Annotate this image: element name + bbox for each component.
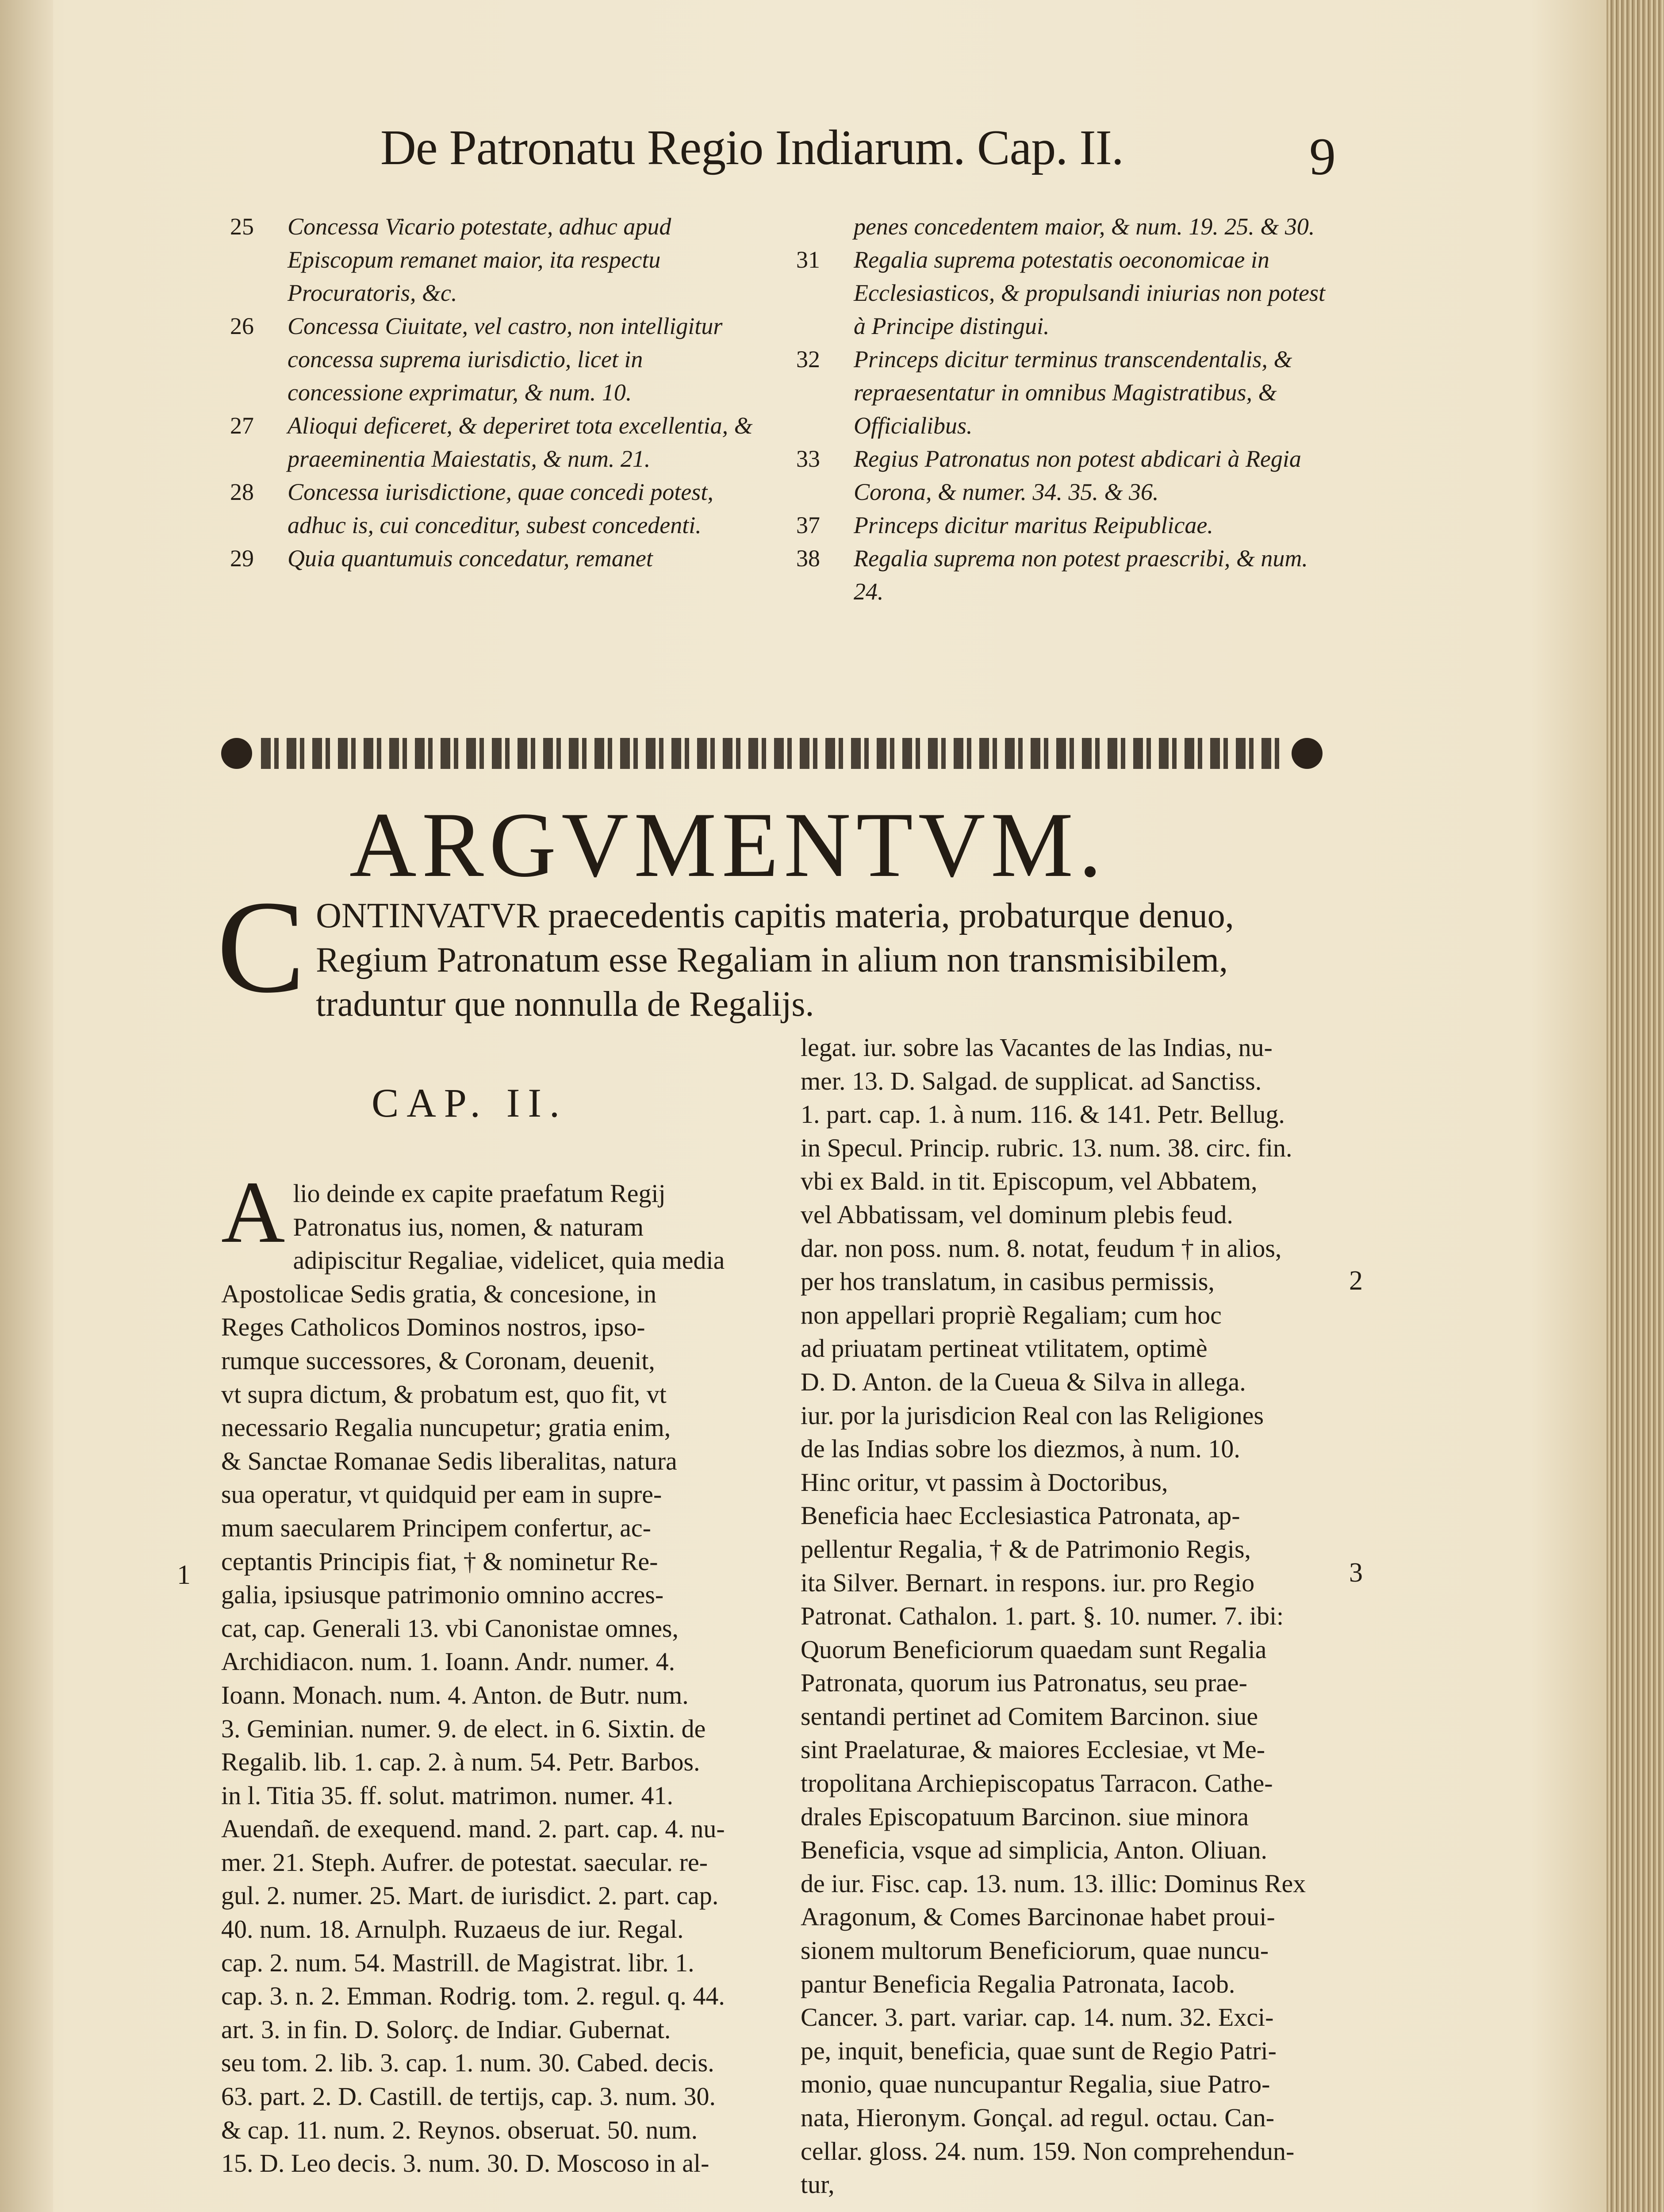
text-line: vt supra dictum, & probatum est, quo fit, vt (221, 1379, 667, 1409)
body-dropcap: A (221, 1164, 285, 1261)
argumentum-title: ARGVMENTVM. (349, 794, 1107, 896)
text-line: 1. part. cap. 1. à num. 116. & 141. Petr. Bellug. (801, 1100, 1285, 1129)
text-line: pellentur Regalia, † & de Patrimonio Regis, (801, 1534, 1251, 1563)
text-line: ita Silver. Bernart. in respons. iur. pro Regio (801, 1568, 1255, 1597)
text-line: pe, inquit, beneficia, quae sunt de Regio Patri- (801, 2036, 1277, 2065)
body-column-right (801, 1031, 1342, 2201)
text-line: Beneficia haec Ecclesiastica Patronata, ap- (801, 1501, 1240, 1530)
chapter-heading: CAP. II. (372, 1080, 568, 1125)
index-text: Regalia suprema potestatis oeconomicae in Ecclesiasticos, & propulsandi iniurias non potest à Principe distingui. (854, 246, 1325, 339)
text-line: vbi ex Bald. in tit. Episcopum, vel Abbatem, (801, 1167, 1258, 1196)
text-line: 15. D. Leo decis. 3. num. 30. D. Moscoso in al- (221, 2149, 709, 2178)
index-entry (230, 542, 761, 575)
index-text: Concessa Ciuitate, vel castro, non intelligitur concessa suprema iurisdictio, licet in concessione exprimatur, & num. 10. (288, 313, 723, 406)
index-text: Princeps dicitur maritus Reipublicae. (854, 512, 1213, 538)
index-text: Princeps dicitur terminus transcendentalis, & repraesentatur in omnibus Magistratibus, & Officialibus. (854, 346, 1292, 439)
text-line: D. D. Anton. de la Cueua & Silva in allega. (801, 1367, 1246, 1396)
index-text: penes concedentem maior, & num. 19. 25. & 30. (854, 213, 1315, 240)
text-line: Patronat. Cathalon. 1. part. §. 10. numer. 7. ibi: (801, 1601, 1284, 1631)
index-entry (796, 210, 1336, 243)
index-num: 37 (796, 512, 820, 538)
index-text: Regius Patronatus non potest abdicari à Regia Corona, & numer. 34. 35. & 36. (854, 445, 1301, 505)
text-line: in Specul. Princip. rubric. 13. num. 38. circ. fin. (801, 1133, 1292, 1162)
index-text: Concessa Vicario potestate, adhuc apud Episcopum remanet maior, ita respectu Procuratoris, &c. (288, 213, 671, 306)
text-line: sionem multorum Beneficiorum, quae nuncu- (801, 1936, 1269, 1965)
text-line: drales Episcopatuum Barcinon. siue minora (801, 1802, 1249, 1831)
text-line: pantur Beneficia Regalia Patronata, Iacob. (801, 1969, 1235, 1998)
index-num: 28 (230, 479, 254, 505)
text-line: tropolitana Archiepiscopatus Tarracon. Cathe- (801, 1769, 1273, 1798)
text-line: dar. non poss. num. 8. notat, feudum † in alios, (801, 1233, 1282, 1263)
text-line: mer. 21. Steph. Aufrer. de potestat. saecular. re- (221, 1847, 708, 1877)
argumentum-text: ONTINVATVR praecedentis capitis materia, probaturque denuo, Regium Patronatum esse Regaliam in alium non transmisibilem, traduntur que nonnulla de Regalijs. (316, 896, 1234, 1024)
index-entry (796, 442, 1336, 509)
text-line: lio deinde ex capite praefatum Regij (293, 1179, 666, 1208)
left-lines (221, 1164, 765, 2180)
text-line: mer. 13. D. Salgad. de supplicat. ad Sanctiss. (801, 1066, 1262, 1095)
text-line: mum saecularem Principem confertur, ac- (221, 1513, 651, 1542)
ornament-left-icon (221, 738, 252, 769)
index-text: Quia quantumuis concedatur, remanet (288, 545, 653, 572)
ornament-band-icon (261, 738, 1283, 769)
text-line: Apostolicae Sedis gratia, & concesione, in (221, 1279, 657, 1308)
text-line: vel Abbatissam, vel dominum plebis feud. (801, 1200, 1233, 1229)
argumentum-dropcap: C (217, 873, 306, 1020)
text-line: 63. part. 2. D. Castill. de tertijs, cap. 3. num. 30. (221, 2082, 716, 2111)
index-entry (796, 343, 1336, 442)
text-line: adipiscitur Regaliae, videlicet, quia media (293, 1246, 725, 1275)
text-line: sint Praelaturae, & maiores Ecclesiae, vt Me- (801, 1735, 1265, 1764)
text-line: monio, quae nuncupantur Regalia, siue Patro- (801, 2070, 1270, 2099)
text-line: Cancer. 3. part. variar. cap. 14. num. 32. Exci- (801, 2003, 1274, 2032)
text-line: Quorum Beneficiorum quaedam sunt Regalia (801, 1635, 1267, 1664)
index-entry (796, 243, 1336, 343)
index-num: 31 (796, 246, 820, 273)
text-line: & cap. 11. num. 2. Reynos. obseruat. 50. num. (221, 2115, 698, 2144)
text-line: art. 3. in fin. D. Solorç. de Indiar. Gubernat. (221, 2015, 671, 2044)
index-entry (230, 310, 761, 409)
text-line: Auendañ. de exequend. mand. 2. part. cap. 4. nu- (221, 1814, 725, 1843)
text-line: sua operatur, vt quidquid per eam in supre- (221, 1480, 662, 1509)
margin-number: 2 (1349, 1266, 1363, 1296)
margin-number: 1 (177, 1560, 191, 1590)
text-line: de iur. Fisc. cap. 13. num. 13. illic: Dominus Rex (801, 1869, 1306, 1898)
text-line: per hos translatum, in casibus permissis, (801, 1267, 1215, 1296)
text-line: non appellari propriè Regaliam; cum hoc (801, 1300, 1222, 1329)
right-lines (801, 1031, 1342, 2201)
page-edge (1606, 0, 1664, 2212)
index-entry (230, 409, 761, 476)
index-num: 38 (796, 545, 820, 572)
text-line: gul. 2. numer. 25. Mart. de iurisdict. 2. part. cap. (221, 1881, 719, 1910)
text-line: Patronatus ius, nomen, & naturam (293, 1212, 644, 1241)
text-line: Beneficia, vsque ad simplicia, Anton. Oliuan. (801, 1836, 1268, 1865)
index-left (230, 210, 761, 575)
text-line: Ioann. Monach. num. 4. Anton. de Butr. num. (221, 1680, 689, 1709)
index-num: 26 (230, 313, 254, 339)
index-right (796, 210, 1336, 608)
text-line: Aragonum, & Comes Barcinonae habet proui- (801, 1902, 1275, 1932)
text-line: & Sanctae Romanae Sedis liberalitas, natura (221, 1446, 677, 1475)
text-line: necessario Regalia nuncupetur; gratia enim, (221, 1413, 671, 1442)
index-text: Concessa iurisdictione, quae concedi potest, adhuc is, cui conceditur, subest concedenti. (288, 479, 713, 538)
text-line: 3. Geminian. numer. 9. de elect. in 6. Sixtin. de (221, 1714, 706, 1743)
body-column-left (221, 1164, 765, 2180)
text-line: ceptantis Principis fiat, † & nominetur Re- (221, 1547, 658, 1576)
text-line: cap. 3. n. 2. Emman. Rodrig. tom. 2. regul. q. 44. (221, 1982, 725, 2011)
text-line: in l. Titia 35. ff. solut. matrimon. numer. 41. (221, 1781, 674, 1810)
text-line: cap. 2. num. 54. Mastrill. de Magistrat. libr. 1. (221, 1948, 694, 1977)
text-line: Regalib. lib. 1. cap. 2. à num. 54. Petr. Barbos. (221, 1747, 700, 1777)
index-text: Alioqui deficeret, & deperiret tota excellentia, & praeeminentia Maiestatis, & num. 21. (288, 412, 753, 472)
text-line: Hinc oritur, vt passim à Doctoribus, (801, 1467, 1168, 1497)
text-line: tur, (801, 2170, 835, 2199)
text-line: galia, ipsiusque patrimonio omnino accres- (221, 1580, 664, 1609)
index-num: 25 (230, 213, 254, 240)
text-line: Reges Catholicos Dominos nostros, ipso- (221, 1313, 645, 1342)
index-text: Regalia suprema non potest praescribi, & num. 24. (854, 545, 1308, 605)
index-num: 29 (230, 545, 254, 572)
ornamental-band (221, 732, 1323, 774)
text-line: 40. num. 18. Arnulph. Ruzaeus de iur. Regal. (221, 1915, 684, 1944)
text-line: ad priuatam pertineat vtilitatem, optimè (801, 1334, 1208, 1363)
text-line: cat, cap. Generali 13. vbi Canonistae omnes, (221, 1613, 679, 1643)
text-line: rumque successores, & Coronam, deuenit, (221, 1346, 655, 1375)
index-num: 32 (796, 346, 820, 373)
text-line: sentandi pertinet ad Comitem Barcinon. siue (801, 1701, 1258, 1731)
index-num (796, 210, 854, 243)
text-line: iur. por la jurisdicion Real con las Religiones (801, 1401, 1264, 1430)
text-line: seu tom. 2. lib. 3. cap. 1. num. 30. Cabed. decis. (221, 2048, 714, 2078)
text-line: legat. iur. sobre las Vacantes de las Indias, nu- (801, 1033, 1273, 1062)
text-line: Archidiacon. num. 1. Ioann. Andr. numer. 4. (221, 1647, 675, 1676)
text-line: Patronata, quorum ius Patronatus, seu prae- (801, 1668, 1247, 1697)
index-entry (230, 476, 761, 542)
text-line: nata, Hieronym. Gonçal. ad regul. octau. Can- (801, 2103, 1275, 2132)
running-title: De Patronatu Regio Indiarum. Cap. II. (380, 120, 1123, 175)
argumentum-text-block (217, 873, 1340, 1026)
page-gutter (0, 0, 53, 2212)
index-entry (796, 509, 1336, 542)
index-num: 27 (230, 412, 254, 439)
text-line: cellar. gloss. 24. num. 159. Non comprehendun- (801, 2136, 1295, 2166)
index-entry (230, 210, 761, 310)
folio-number: 9 (1309, 127, 1336, 186)
index-num: 33 (796, 445, 820, 472)
ornament-right-icon (1292, 738, 1323, 769)
text-line: de las Indias sobre los diezmos, à num. 10. (801, 1434, 1240, 1463)
margin-number: 3 (1349, 1558, 1363, 1588)
index-entry (796, 542, 1336, 608)
